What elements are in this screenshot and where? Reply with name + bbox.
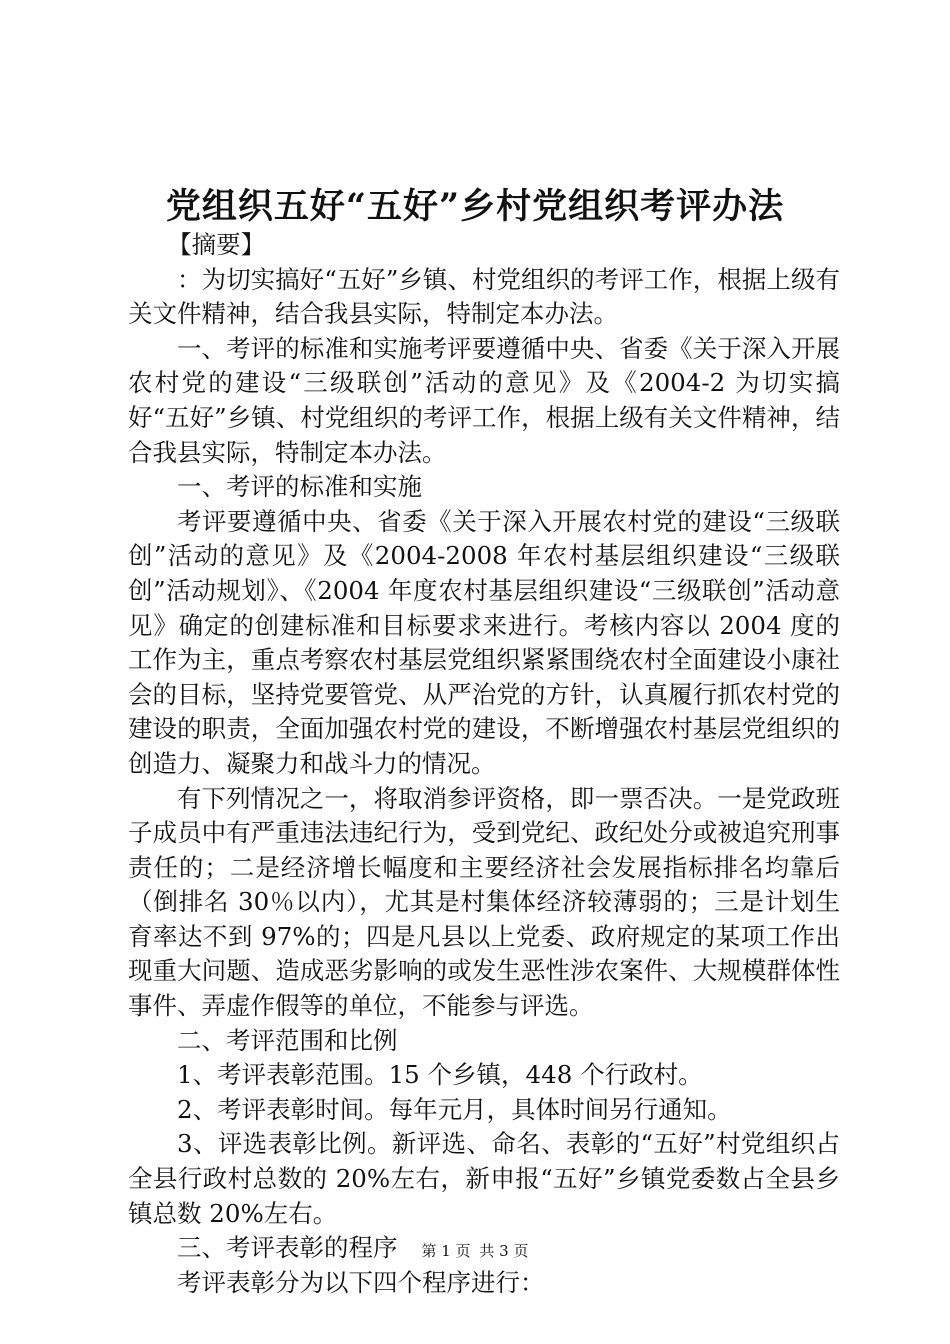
paragraph: 考评表彰分为以下四个程序进行： — [177, 1267, 545, 1297]
section-heading: 三、考评表彰的程序 — [177, 1233, 398, 1263]
paragraph: 1、考评表彰范围。15 个乡镇，448 个行政村。 — [177, 1060, 703, 1090]
page-number: 第 1 页 — [421, 1242, 471, 1260]
page-total: 共 3 页 — [479, 1242, 529, 1260]
paragraph: 考评要遵循中央、省委《关于深入开展农村党的建设“三级联创”活动的意见》及《2004-2008 年农村基层组织建设“三级联创”活动规划》、《2004 年度农村基层组织建设“三级联创”活动意见》确定的创建标准和目标要求来进行。考核内容以 2004 度的工作为主，重点考察农村基层党组织紧紧围绕农村全面建设小康社会的目标，坚持党要管党、从严治党的方针，认真履行抓农村党的建设的职责，全面加强农村党的建设，不断增强农村基层党组织的创造力、凝聚力和战斗力的情况。 — [128, 506, 840, 778]
paragraph: 一、考评的标准和实施考评要遵循中央、省委《关于深入开展农村党的建设“三级联创”活动的意见》及《2004-2 为切实搞好“五好”乡镇、村党组织的考评工作，根据上级有关文件精神，结合我县实际，特制定本办法。 — [128, 333, 840, 467]
paragraph: 3、评选表彰比例。新评选、命名、表彰的“五好”村党组织占全县行政村总数的 20%左右，新申报“五好”乡镇党委数占全县乡镇总数 20%左右。 — [128, 1129, 840, 1228]
abstract-label: 【摘要】 — [167, 230, 266, 259]
page-footer — [0, 1241, 950, 1261]
paragraph: ：为切实搞好“五好”乡镇、村党组织的考评工作，根据上级有关文件精神，结合我县实际，特制定本办法。 — [128, 264, 840, 329]
paragraph: 有下列情况之一，将取消参评资格，即一票否决。一是党政班子成员中有严重违法违纪行为，受到党纪、政纪处分或被追究刑事责任的；二是经济增长幅度和主要经济社会发展指标排名均靠后（倒排名 30％以内），尤其是村集体经济较薄弱的；三是计划生育率达不到 97%的；四是凡县以上党委、政府规定的某项工作出现重大问题、造成恶劣影响的或发生恶性涉农案件、大规模群体性事件、弄虚作假等的单位，不能参与评选。 — [128, 783, 840, 1021]
section-heading: 二、考评范围和比例 — [177, 1025, 398, 1055]
document-title: 党组织五好“五好”乡村党组织考评办法 — [165, 186, 785, 227]
document-body — [128, 228, 840, 1300]
section-heading: 一、考评的标准和实施 — [177, 472, 422, 502]
paragraph: 2、考评表彰时间。每年元月，具体时间另行通知。 — [177, 1094, 732, 1124]
